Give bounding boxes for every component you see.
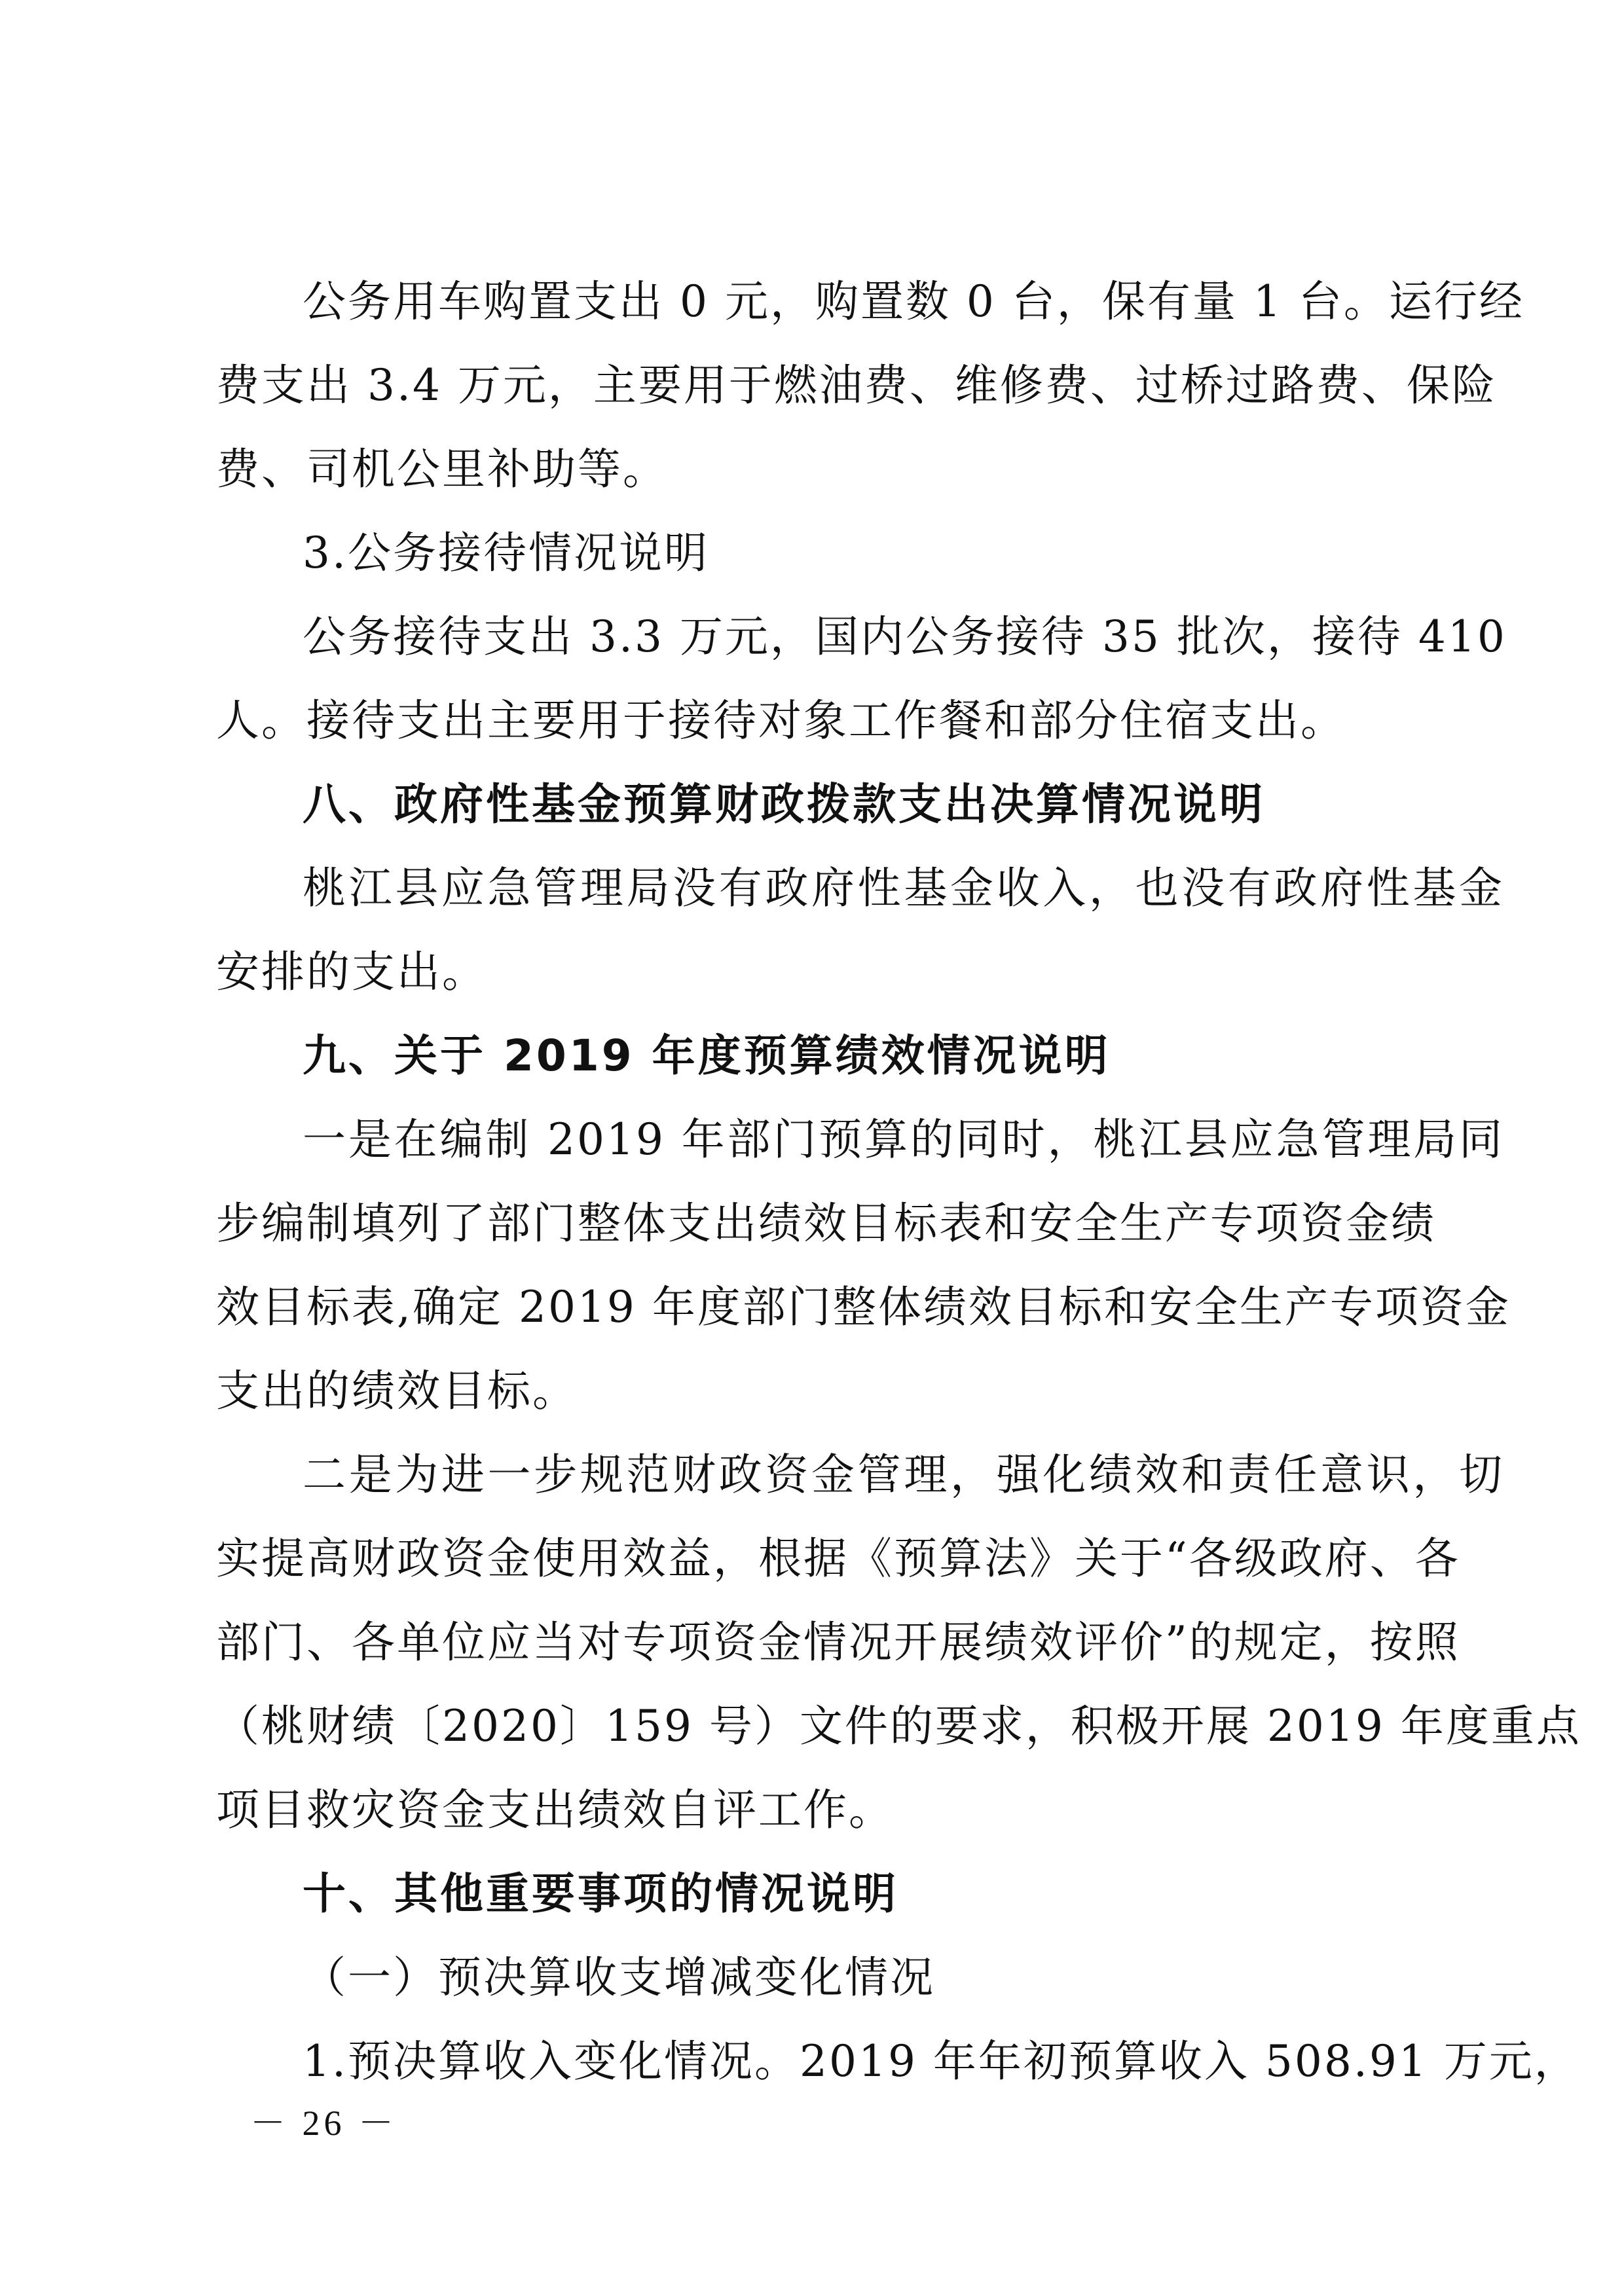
subheading: （一）预决算收支增减变化情况 xyxy=(303,1952,935,2003)
paragraph-line: 公务接待支出 3.3 万元，国内公务接待 35 批次，接待 410 xyxy=(303,611,1507,662)
paragraph-line: 费支出 3.4 万元，主要用于燃油费、维修费、过桥过路费、保险 xyxy=(216,360,1497,410)
page-number: － 26 － xyxy=(250,2104,397,2143)
paragraph-line: 安排的支出。 xyxy=(216,947,487,997)
paragraph-line: 支出的绩效目标。 xyxy=(216,1366,578,1416)
paragraph-line: 一是在编制 2019 年部门预算的同时，桃江县应急管理局同 xyxy=(303,1114,1504,1165)
section-heading: 十、其他重要事项的情况说明 xyxy=(303,1868,898,1919)
paragraph-line: 步编制填列了部门整体支出绩效目标表和安全生产专项资金绩 xyxy=(216,1198,1436,1248)
paragraph-line: 二是为进一步规范财政资金管理，强化绩效和责任意识，切 xyxy=(303,1449,1504,1500)
paragraph-line: 桃江县应急管理局没有政府性基金收入，也没有政府性基金 xyxy=(303,863,1504,913)
paragraph-line: 实提高财政资金使用效益，根据《预算法》关于“各级政府、各 xyxy=(216,1533,1460,1584)
paragraph-line: （桃财绩〔2020〕159 号）文件的要求，积极开展 2019 年度重点 xyxy=(216,1701,1581,1751)
paragraph-line: 费、司机公里补助等。 xyxy=(216,444,668,494)
paragraph-line: 1.预决算收入变化情况。2019 年年初预算收入 508.91 万元， xyxy=(303,2036,1579,2086)
section-heading: 九、关于 2019 年度预算绩效情况说明 xyxy=(303,1030,1111,1081)
paragraph-line: 部门、各单位应当对专项资金情况开展绩效评价”的规定，按照 xyxy=(216,1617,1460,1667)
paragraph-line: 项目救灾资金支出绩效自评工作。 xyxy=(216,1785,894,1835)
paragraph-line: 公务用车购置支出 0 元，购置数 0 台，保有量 1 台。运行经 xyxy=(303,276,1524,327)
subheading: 3.公务接待情况说明 xyxy=(303,528,709,578)
paragraph-line: 效目标表,确定 2019 年度部门整体绩效目标和安全生产专项资金 xyxy=(216,1282,1511,1332)
paragraph-line: 人。接待支出主要用于接待对象工作餐和部分住宿支出。 xyxy=(216,695,1346,746)
section-heading: 八、政府性基金预算财政拨款支出决算情况说明 xyxy=(303,779,1265,829)
